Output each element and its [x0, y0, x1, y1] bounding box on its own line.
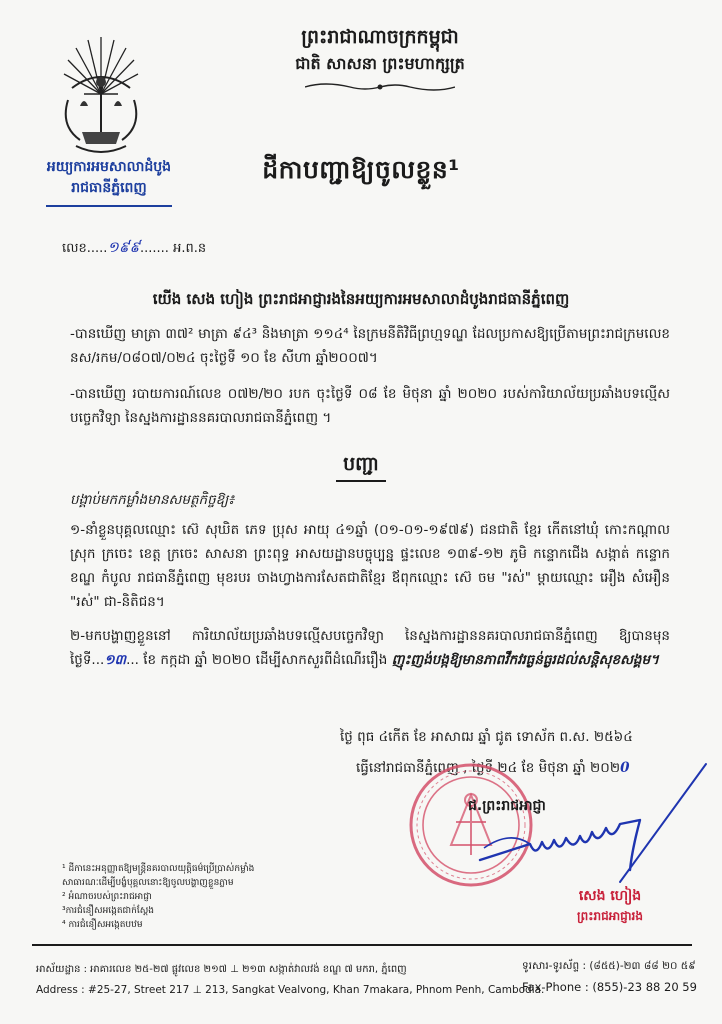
- paragraph-appear-order: [70, 624, 670, 672]
- footnote: សាធារណៈដើម្បីបង្ខំបុគ្គលនោះឱ្យចូលបង្ហាញខ្លួនភ្លាម: [62, 878, 234, 888]
- ornament-divider-icon: [305, 80, 455, 94]
- address-khmer: អាស័យដ្ឋាន : អាគារលេខ ២៥-២៧ ផ្លូវលេខ ២១៧ ⊥ ២១៣ សង្កាត់វាលវង់ ខណ្ឌ ៧ មករា, ភ្នំពេញ: [36, 964, 407, 975]
- appear-order-text: ២-មកបង្ហាញខ្លួននៅ ការិយាល័យប្រឆាំងបទល្មើសបច្ចេកវិទ្យា នៃស្នងការដ្ឋាននគរបាលរាជធានីភ្នំពេញ ឱ្យបានមុនថ្ងៃទី...: [70, 628, 670, 668]
- kingdom-header: [260, 24, 500, 98]
- handwritten-signature-icon: [470, 760, 710, 890]
- address-english: Address : #25-27, Street 217 ⊥ 213, Sangkat Vealvong, Khan 7makara, Phnom Penh, Cambodia.: [36, 984, 545, 996]
- ref-suffix: ....... អ.ព.ន: [140, 241, 207, 256]
- appear-day-handwritten: ១៣: [104, 652, 127, 668]
- footnote: ¹ ដីកានេះអនុញ្ញាតឱ្យមន្ត្រីនគរបាលយុត្តិធម៌ប្រើប្រាស់កម្លាំង: [62, 864, 255, 874]
- document-title: ដីកាបញ្ជាឱ្យចូលខ្លួន¹: [262, 155, 460, 184]
- court-name-line1: អយ្យការអមសាលាដំបូង: [46, 159, 172, 175]
- issuer-line: យើង សេង ហៀង ព្រះរាជអាជ្ញារងនៃអយ្យការអមសាលាដំបូងរាជធានីភ្នំពេញ: [152, 290, 570, 308]
- signer-title: ជ.ព្រះរាជអាជ្ញា: [468, 798, 546, 814]
- ref-prefix: លេខ.....: [62, 241, 108, 256]
- paragraph-command-intro: បង្គាប់មកកម្លាំងមានសមត្ថកិច្ចឱ្យ៖: [70, 492, 235, 508]
- paragraph-report: -បានឃើញ របាយការណ៍លេខ ០៧២/២០ របក ចុះថ្ងៃទី ០៨ ខែ មិថុនា ឆ្នាំ ២០២០ របស់ការិយាល័យប្រឆាំងបទល្មើសបច្ចេកវិទ្យា នៃស្នងការដ្ឋាននគរបាលរាជធានីភ្នំពេញ ។: [70, 386, 670, 426]
- court-name-line2: រាជធានីភ្នំពេញ: [71, 180, 147, 196]
- footnote: ⁴ ការជំនឿសអង្កេតបឋម: [62, 920, 143, 930]
- paragraph-person-details: ១-នាំខ្លួនបុគ្គលឈ្មោះ ស៊េ សុឃិត ភេទ ប្រុស អាយុ ៤១ឆ្នាំ (០១-០១-១៩៧៩) ជនជាតិ ខ្មែរ កើតនៅឃុំ កោះកណ្ដាល ស្រុក ក្រចេះ ខេត្ត ក្រចេះ សាសនា ព្រះពុទ្ធ អាសយដ្ឋានបច្ចុប្បន្ន ផ្ទះលេខ ១៣៩-១២ ភូមិ កន្ទោកជើង សង្កាត់ កន្ទោក ខណ្ឌ កំបូល រាជធានីភ្នំពេញ មុខរបរ ចាងហ្វាងការសែតជាតិខ្មែរ ឪពុកឈ្មោះ ស៊េ ចម "រស់" ម្ដាយឈ្មោះ អឿង សំអឿន "រស់" ជា-និតិជន។: [70, 522, 670, 610]
- lunar-date: ថ្ងៃ ពុធ ៤កើត ខែ អាសាឍ ឆ្នាំ ជូត ទោស័ក ព.ស. ២៥៦៤: [340, 729, 633, 745]
- kingdom-name: ព្រះរាជាណាចក្រកម្ពុជា: [301, 26, 459, 48]
- phone-english: Fax-Phone : (855)-23 88 20 59: [522, 980, 697, 994]
- gregorian-date-text: ធ្វើនៅរាជធានីភ្នំពេញ , ថ្ងៃទី ២៤ ខែ មិថុនា ឆ្នាំ ២០២: [356, 760, 621, 776]
- signer-role: ព្រះរាជអាជ្ញារង: [577, 909, 643, 923]
- charge-text: ញុះញង់បង្កឱ្យមានភាពវឹកវរធ្ងន់ធ្ងរដល់សន្តិសុខសង្គម។: [391, 652, 659, 668]
- reference-number: [62, 238, 206, 260]
- footnotes: [62, 862, 362, 932]
- national-motto: ជាតិ សាសនា ព្រះមហាក្សត្រ: [295, 54, 465, 73]
- appear-order-text-2: ... ខែ កក្កដា ឆ្នាំ ២០២០ ដើម្បីសាកសួរពីដំណើររឿង: [126, 652, 392, 668]
- year-digit-handwritten: 0: [620, 760, 630, 776]
- order-heading: បញ្ជា: [343, 453, 379, 475]
- paragraph-legal-basis: -បានឃើញ មាត្រា ៣៧² មាត្រា ៩៤³ និងមាត្រា ១១៤⁴ នៃក្រមនីតិវិធីព្រហ្មទណ្ឌ ដែលប្រកាសឱ្យប្រើតាមព្រះរាជក្រមលេខ នស/រកម/០៨០៧/០២៤ ចុះថ្ងៃទី ១០ ខែ សីហា ឆ្នាំ២០០៧។: [70, 326, 670, 366]
- signer-name: សេង ហៀង: [578, 888, 642, 904]
- court-name-underline: [46, 205, 172, 207]
- signer-block: [560, 886, 660, 926]
- footer-divider: [32, 944, 692, 946]
- court-emblem-icon: [58, 36, 144, 156]
- footnote: ² អំណាចរបស់ព្រះរាជអាជ្ញា: [62, 892, 152, 902]
- footnote: ³ការជំនឿសអង្កេតជាក់ស្ដែង: [62, 906, 154, 916]
- phone-khmer: ទូរសារ-ទូរស័ព្ទ : (៨៥៥)-២៣ ៨៨ ២០ ៥៩: [522, 960, 696, 972]
- ref-number-handwritten: ១៩៩: [107, 238, 141, 256]
- order-heading-underline: [336, 480, 386, 482]
